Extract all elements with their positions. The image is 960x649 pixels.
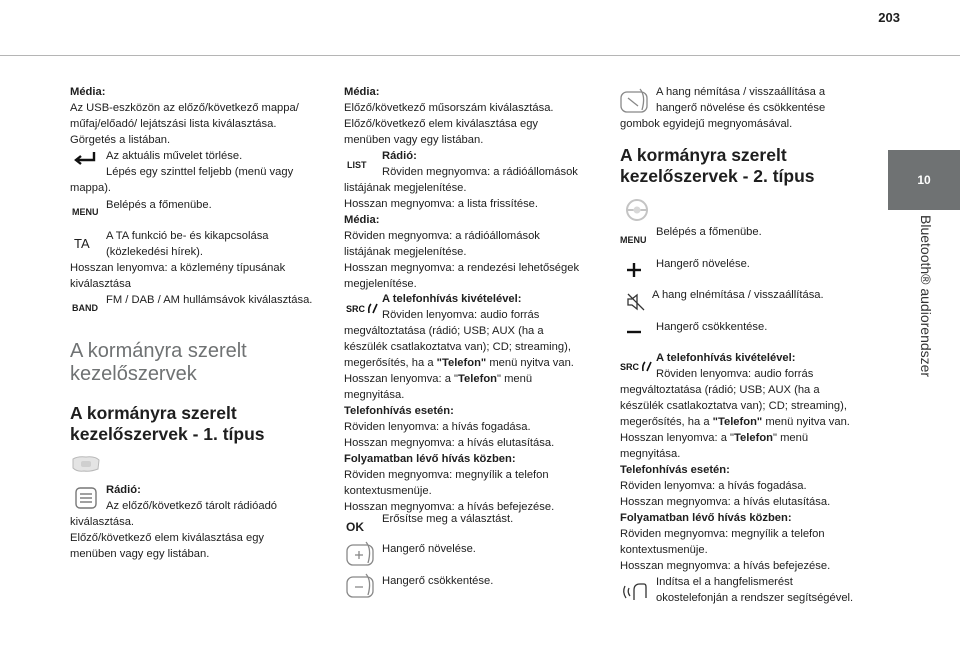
col2-text: Hosszan megnyomva: a rendezési lehetőségek [344,262,580,274]
col1-text: FM / DAB / AM hullámsávok kiválasztása. [106,294,313,306]
telefon-keyword: Telefon [458,373,497,385]
col2-text: Előző/következő elem kiválasztása egy [344,118,539,130]
col2-text: megjelenítése. [344,278,417,290]
col2-text: Röviden megnyomva: a rádióállomások [344,230,540,242]
col2-text: Erősítse meg a választást. [382,513,514,525]
col2-text: Röviden lenyomva: a hívás fogadása. [344,421,531,433]
col2-text: készülék csatlakoztatva van); CD; streaming), [344,341,571,353]
col3-except-call-heading: A telefonhívás kivételével: [656,352,796,364]
list-label-icon: LIST [347,160,367,170]
voice-command-icon [620,578,648,602]
col3-text: A hang elnémítása / visszaállítása. [652,289,824,301]
col2-radio-heading: Rádió: [382,150,417,162]
col2-text: Hosszan megnyomva: a lista frissítése. [344,198,538,210]
col3-text: Hangerő csökkentése. [656,321,768,333]
col3-text: Hosszan megnyomva: a hívás elutasítása. [620,496,831,508]
col2-text: listájának megjelenítése. [344,182,467,194]
col1-text: Az aktuális művelet törlése. [106,150,243,162]
col3-text: gombok egyidejű megnyomásával. [620,118,793,130]
col3-text: Röviden lenyomva: audio forrás [656,368,814,380]
col1-text: kiválasztása [70,278,131,290]
col3-text-part: Hosszan lenyomva: a " [620,432,735,444]
col1-text: Az előző/következő tárolt rádióadó [106,500,278,512]
col2-text-part: megerősítés, ha a [344,357,437,369]
telefon-keyword: "Telefon" [436,357,487,369]
col1-text: Lépés egy szinttel feljebb (menü vagy [106,166,294,178]
col2-text-part: " menü [497,373,533,385]
subsection-title-type1-line2: kezelőszervek - 1. típus [70,424,265,444]
col3-text [620,414,850,430]
src-label: SRC [346,304,366,314]
chapter-tab: 10 [888,150,960,210]
col3-ongoing-call-heading: Folyamatban lévő hívás közben: [620,512,792,524]
mute-button-icon [620,88,648,114]
band-label-icon: BAND [72,303,98,313]
col1-text: műfaj/előadó/ lejátszási lista kiválasztása. [70,118,277,130]
section-title-line2: kezelőszervek [70,363,197,385]
col3-text-part: " menü [773,432,809,444]
col3-text: Röviden lenyomva: a hívás fogadása. [620,480,807,492]
col2-text: Röviden megnyomva: megnyílik a telefon [344,469,549,481]
col2-text: Hangerő csökkentése. [382,575,494,587]
col2-text: listájának megjelenítése. [344,246,467,258]
col2-text: Hosszan megnyomva: a hívás befejezése. [344,501,555,513]
col2-text-part: Hosszan lenyomva: a " [344,373,459,385]
col1-text: (közlekedési hírek). [106,246,203,258]
steering-wheel-icon [622,198,652,222]
col2-call-heading: Telefonhívás esetén: [344,405,454,417]
header-divider [0,55,960,56]
col3-text: Indítsa el a hangfelismerést [656,576,793,588]
menu-label-icon: MENU [72,207,99,217]
col2-text: Röviden megnyomva: a rádióállomások [382,166,578,178]
col3-text: Belépés a főmenübe. [656,226,762,238]
col2-ongoing-call-heading: Folyamatban lévő hívás közben: [344,453,516,465]
src-phone-icon-2 [620,358,652,374]
telefon-keyword: Telefon [734,432,773,444]
col2-text: Hosszan megnyomva: a hívás elutasítása. [344,437,555,449]
col1-text: A TA funkció be- és kikapcsolása [106,230,269,242]
chapter-title-vertical [884,215,960,445]
src-phone-icon [346,300,378,316]
chapter-title: Bluetooth® audiorendszer [918,215,934,378]
steering-control-icon [70,455,102,473]
col1-text: menüben vagy egy listában. [70,548,210,560]
ok-label-icon: OK [346,520,364,534]
col3-text: Hangerő növelése. [656,258,750,270]
col1-text: Belépés a főmenübe. [106,199,212,211]
col1-media-heading: Média: [70,86,106,98]
col3-call-heading: Telefonhívás esetén: [620,464,730,476]
subsection-title-type1-line1: A kormányra szerelt [70,403,237,423]
page-number: 203 [878,10,900,25]
col2-text: Hangerő növelése. [382,543,476,555]
col2-text: megnyitása. [344,389,405,401]
col2-media-heading-2: Média: [344,214,380,226]
section-title-line1: A kormányra szerelt [70,340,247,362]
col1-text: mappa). [70,182,112,194]
col1-text: Hosszan lenyomva: a közlemény típusának [70,262,286,274]
subsection-title-type2-line2: kezelőszervek - 2. típus [620,166,815,186]
subsection-title-type2-line1: A kormányra szerelt [620,145,787,165]
col3-text: hangerő növelése és csökkentése [656,102,826,114]
col1-text: Előző/következő elem kiválasztása egy [70,532,265,544]
col1-text: Az USB-eszközön az előző/következő mappa/ [70,102,299,114]
col3-text: okostelefonján a rendszer segítségével. [656,592,854,604]
src-label: SRC [620,362,640,372]
col3-text: kontextusmenüje. [620,544,708,556]
col2-media-heading: Média: [344,86,380,98]
col1-text: Görgetés a listában. [70,134,171,146]
col2-except-call-heading: A telefonhívás kivételével: [382,293,522,305]
radio-list-icon [74,486,98,510]
col2-text [344,371,532,387]
col2-text: Röviden lenyomva: audio forrás [382,309,540,321]
col3-text: készülék csatlakoztatva van); CD; streaming), [620,400,847,412]
col1-text: kiválasztása. [70,516,135,528]
menu-label-icon-2: MENU [620,235,647,245]
col2-text: menüben vagy egy listában. [344,134,484,146]
volume-down-button-icon [346,573,374,599]
col3-text-part: menü nyitva van. [762,416,850,428]
col3-text: A hang némítása / visszaállítása a [656,86,826,98]
col3-text: Hosszan megnyomva: a hívás befejezése. [620,560,831,572]
mute-speaker-icon [626,292,646,312]
col2-text: Előző/következő műsorszám kiválasztása. [344,102,554,114]
col2-text [344,355,574,371]
col3-text: Röviden megnyomva: megnyílik a telefon [620,528,825,540]
col2-text: megváltoztatása (rádió; USB; AUX (ha a [344,325,544,337]
minus-icon [626,329,642,335]
col3-text-part: megerősítés, ha a [620,416,713,428]
plus-icon [626,262,642,278]
col3-text: megnyitása. [620,448,681,460]
col2-text: kontextusmenüje. [344,485,432,497]
col1-radio-heading: Rádió: [106,484,141,496]
telefon-keyword: "Telefon" [712,416,763,428]
col3-text: megváltoztatása (rádió; USB; AUX (ha a [620,384,820,396]
ta-label-icon: TA [74,236,90,251]
back-arrow-icon [72,150,98,170]
volume-up-button-icon [346,541,374,567]
col2-text-part: menü nyitva van. [486,357,574,369]
col3-text [620,430,808,446]
